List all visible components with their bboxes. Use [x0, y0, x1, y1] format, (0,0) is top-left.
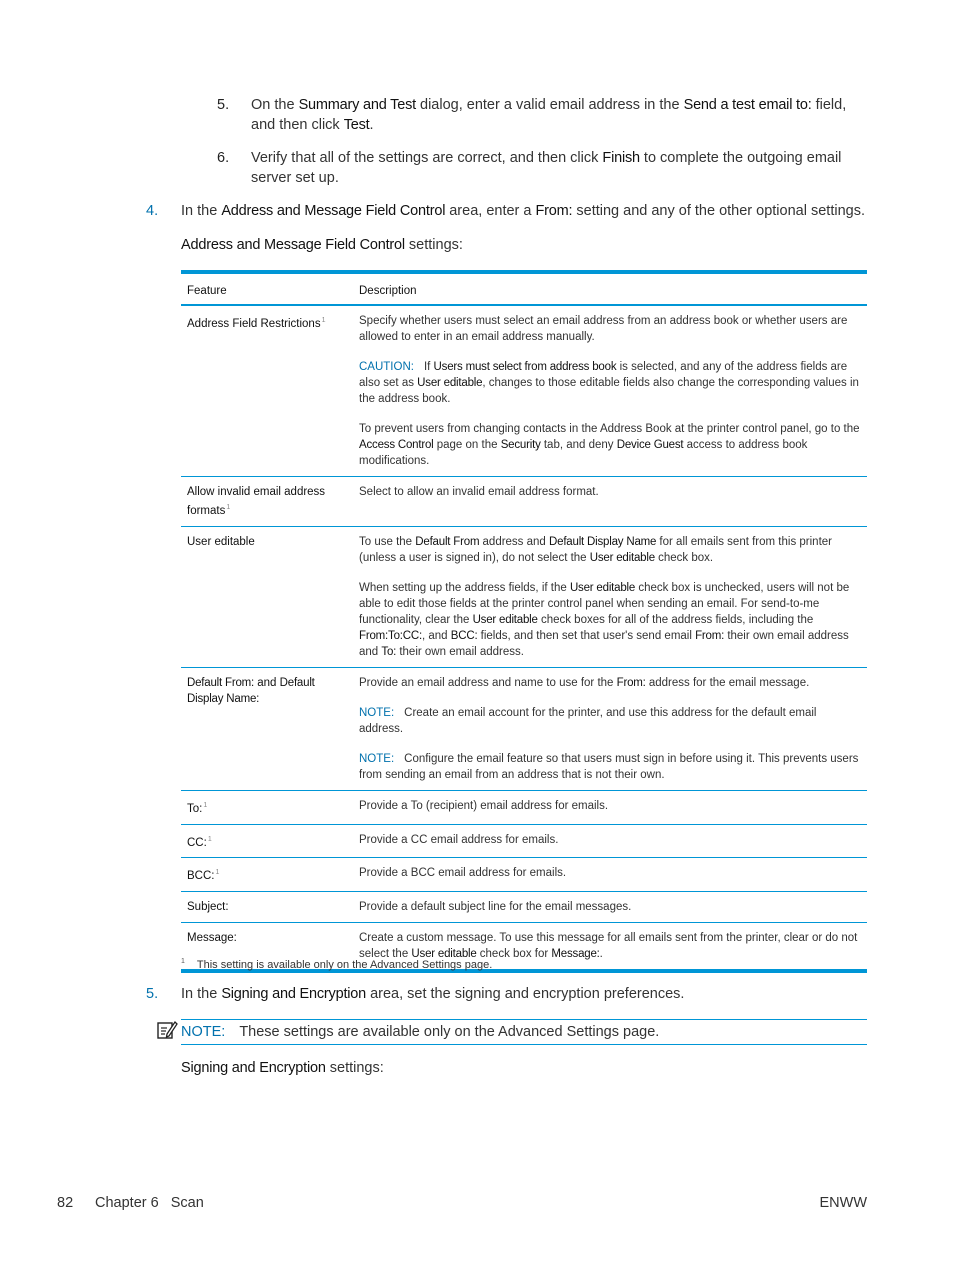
feature-cell: User editable [181, 526, 353, 667]
note-pencil-icon [156, 1019, 178, 1041]
footer-code: ENWW [819, 1195, 867, 1211]
table-row [181, 477, 867, 527]
step-4-text: In the Address and Message Field Control area, enter a From: setting and any of the other optional settings. [181, 203, 865, 219]
description-cell: Create a custom message. To use this message for all emails sent from the printer, clear or do not select the User editable check box for Message:. [359, 932, 858, 961]
note-box [181, 1019, 867, 1045]
section-caption: Signing and Encryption settings: [181, 1060, 384, 1076]
footnote-marker: 1 [321, 317, 326, 324]
note: NOTE: Create an email account for the printer, and use this address for the default email address. [359, 706, 817, 735]
table-header-row [181, 272, 867, 305]
description-cell: Specify whether users must select an email address from an address book or whether users are allowed to enter in an email address manually. CAUTION: If Users must select from address book is selected, and any of the address fields are also set as User editable, changes to those editable fields also change the corresponding values in the address book. To prevent users from changing contacts in the Address Book at the printer control panel, go to the Access Control page on the Security tab, and deny Device Guest access to address book modifications. [353, 305, 867, 477]
note: NOTE: Configure the email feature so that users must sign in before using it. This prevents users from sending an email from an address that is not their own. [359, 752, 859, 781]
feature-cell: Subject: [181, 892, 353, 923]
note-label: NOTE: [181, 1024, 226, 1040]
description-cell: Provide a default subject line for the email messages. [353, 892, 867, 923]
description-cell: Provide a BCC email address for emails. [353, 858, 867, 892]
feature-cell: Allow invalid email address formats$^1$ [181, 477, 353, 527]
table-row [181, 526, 867, 667]
description-cell: Select to allow an invalid email address format. [353, 477, 867, 527]
table-row [181, 305, 867, 477]
chapter-title: Chapter 6 Scan [95, 1195, 204, 1211]
feature-cell: CC:$^1$ [181, 824, 353, 858]
step-number: 5. [217, 97, 230, 113]
table-row [181, 667, 867, 790]
feature-cell: Message: [187, 932, 237, 945]
step-6-text: Verify that all of the settings are correct, and then click Finish to complete the outgoing email server set up. [251, 150, 842, 186]
table-row [181, 858, 867, 892]
step-5-text: On the Summary and Test dialog, enter a valid email address in the Send a test email to: field, and then click Test. [251, 97, 847, 133]
feature-cell: BCC:$^1$ [181, 858, 353, 892]
footnote-marker: 1 [226, 504, 231, 511]
description-cell: To use the Default From address and Default Display Name for all emails sent from this printer (unless a user is signed in), do not select the User editable check box. When setting up the address fields, if the User editable check box is unchecked, users will not be able to edit those fields at the printer control panel when sending an email. For send-to-me functionality, clear the User editable check boxes for all of the address fields, including the From:To:CC:, and BCC: fields, and then set that user's send email From: their own email address and To: their own email address. [353, 526, 867, 667]
description-cell: Provide a To (recipient) email address for emails. [353, 790, 867, 824]
footnote-mark: 1 [181, 958, 185, 965]
page-number: 82 [57, 1195, 74, 1211]
settings-table [181, 270, 867, 973]
table-row [181, 892, 867, 923]
description-cell: Provide a CC email address for emails. [353, 824, 867, 858]
feature-cell: Address Field Restrictions$^1$ [181, 305, 353, 477]
feature-cell: To:$^1$ [181, 790, 353, 824]
caution-note: CAUTION: If Users must select from address book is selected, and any of the address fields are also set as User editable, changes to those editable fields also change the corresponding values in the address book. [359, 361, 859, 405]
step-number: 4. [146, 203, 159, 219]
step-5-signing-text: In the Signing and Encryption area, set the signing and encryption preferences. [181, 986, 685, 1002]
footnote-marker: 1 [207, 835, 212, 843]
column-header-description: Description [353, 272, 867, 305]
step-number: 5. [146, 986, 159, 1002]
table-caption: Address and Message Field Control settings: [181, 237, 463, 253]
footnote-marker: 1 [203, 801, 208, 809]
step-number: 6. [217, 150, 230, 166]
footnote-marker: 1 [215, 869, 220, 877]
footnote: $^1$ This setting is available only on the Advanced Settings page. [181, 958, 493, 971]
table-row [181, 790, 867, 824]
feature-cell: Default From: and Default Display Name: [181, 667, 353, 790]
column-header-feature: Feature [181, 272, 353, 305]
note-text: These settings are available only on the Advanced Settings page. [239, 1024, 660, 1040]
description-cell: Provide an email address and name to use for the From: address for the email message. NOTE: Create an email account for the printer, and use this address for the default email address. NOTE: Configure the email feature so that users must sign in before using it. This prevents users from sending an email from an address that is not their own. [353, 667, 867, 790]
table-row [181, 824, 867, 858]
